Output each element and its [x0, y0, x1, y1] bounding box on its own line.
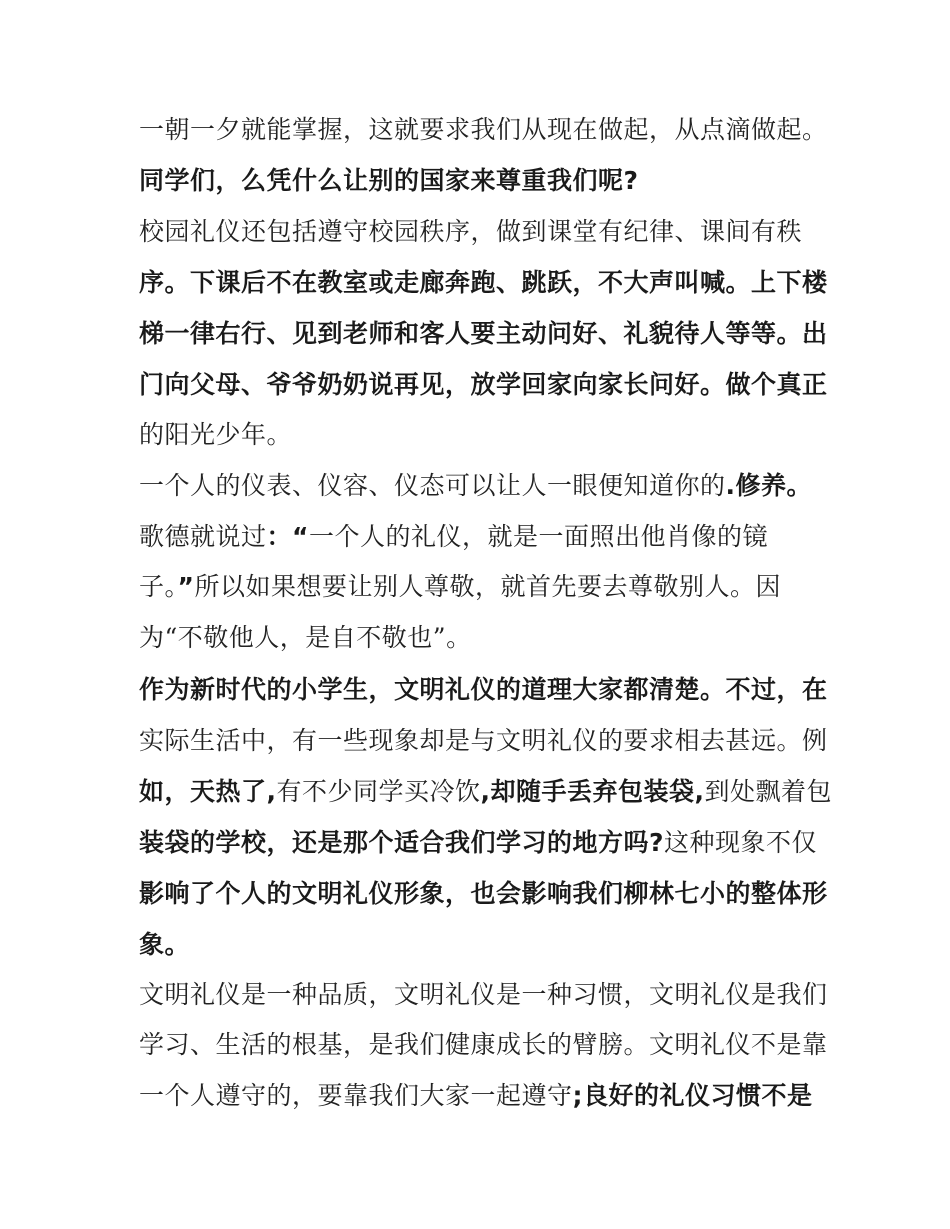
- text-line: [139, 975, 828, 1015]
- text-segment: 实际生活中，有一些现象却是与文明礼仪的要求相去甚远。例: [139, 726, 828, 755]
- text-segment: 影响了个人的文明礼仪形象，也会影响我们柳林七小的整体形: [139, 879, 828, 908]
- text-segment: 到处飘着包: [704, 777, 833, 806]
- text-line: [139, 925, 190, 965]
- text-segment: ”: [177, 572, 195, 601]
- text-segment: 的阳光少年。: [139, 420, 293, 449]
- text-segment: 校园礼仪还包括遵守校园秩序，做到课堂有纪律、课间有秩: [139, 217, 803, 246]
- text-segment: 有不少同学买冷饮: [276, 777, 481, 806]
- text-line: [139, 823, 817, 863]
- text-line: [139, 466, 812, 506]
- text-segment: 为“不敬他人，是自不敬也”。: [139, 623, 472, 652]
- text-segment: 同学们，么凭什么让别的国家来尊重我们呢?: [139, 166, 639, 195]
- text-line: [139, 365, 828, 405]
- text-segment: 如，天热了,: [139, 777, 277, 806]
- text-segment: 所以如果想要让别人尊敬，就首先要去尊敬别人。因: [194, 572, 781, 601]
- text-segment: 一个人遵守的，要靠我们大家一起遵守: [139, 1081, 573, 1110]
- text-line: [139, 567, 781, 607]
- text-line: [139, 314, 828, 354]
- text-line: [139, 1025, 828, 1065]
- text-segment: 这种现象不仅: [664, 828, 818, 857]
- text-line: [139, 721, 828, 761]
- text-segment: 门向父母、爷爷奶奶说再见，放学回家向家长问好。做个真正: [139, 370, 828, 399]
- text-line: [139, 212, 802, 252]
- text-segment: 子。: [139, 572, 178, 601]
- text-line: [139, 874, 828, 914]
- text-segment: 一朝一夕就能掌握，这就要求我们从现在做起，从点滴做起。: [139, 115, 828, 144]
- text-line: [139, 517, 768, 557]
- text-segment: 装袋的学校，还是那个适合我们学习的地方吗?: [139, 828, 665, 857]
- text-segment: ：“: [266, 522, 309, 551]
- text-segment: 一个人的仪表、仪容、仪态可以让人一眼便知道你的: [139, 471, 726, 500]
- text-line: [139, 161, 639, 201]
- text-segment: 序。下课后不在教室或走廊奔跑、跳跃，不大声叫喊。上下楼: [139, 268, 828, 297]
- text-segment: ;良好的礼仪习惯不是: [572, 1081, 813, 1110]
- text-segment: 作为新时代的小学生，文明礼仪的道理大家都清楚。不过，在: [139, 675, 828, 704]
- text-line: [139, 415, 292, 455]
- text-segment: 一个人的礼仪，就是一面照出他肖像的镜: [308, 522, 768, 551]
- text-line: [139, 110, 828, 150]
- text-segment: 象。: [139, 930, 191, 959]
- text-segment: 歌德就说过: [139, 522, 267, 551]
- text-line: [139, 670, 828, 710]
- text-segment: ,却随手丢弃包装袋,: [480, 777, 705, 806]
- text-segment: 梯一律右行、见到老师和客人要主动问好、礼貌待人等等。出: [139, 319, 828, 348]
- text-segment: .修养。: [725, 471, 813, 500]
- text-segment: 文明礼仪是一种品质，文明礼仪是一种习惯，文明礼仪是我们: [139, 980, 828, 1009]
- text-line: [139, 1076, 813, 1116]
- text-line: [139, 772, 832, 812]
- text-segment: 学习、生活的根基，是我们健康成长的臂膀。文明礼仪不是靠: [139, 1030, 828, 1059]
- text-line: [139, 618, 472, 658]
- text-line: [139, 263, 828, 303]
